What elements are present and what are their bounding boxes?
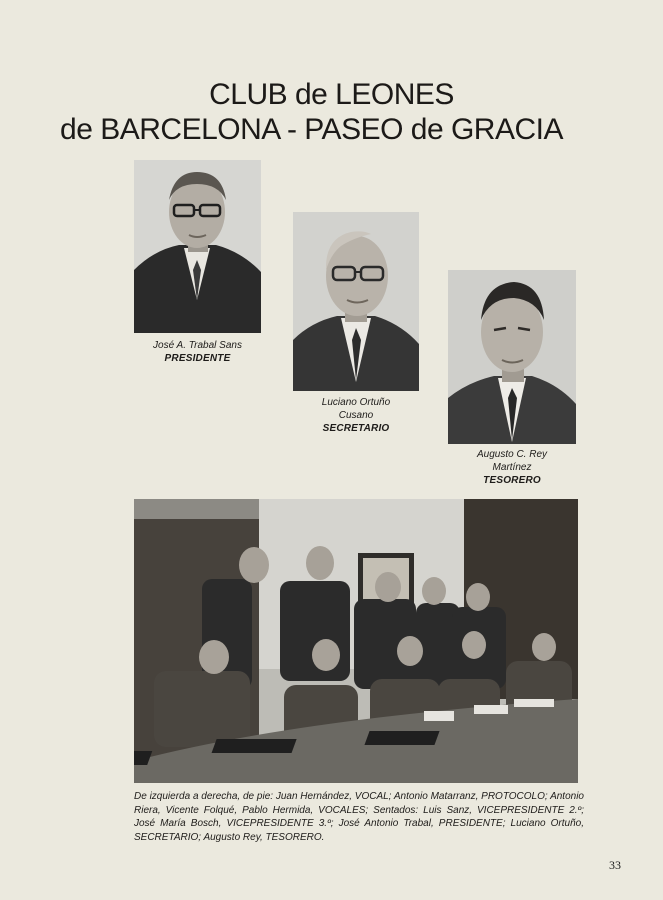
portrait-3-name-line-2: Martínez	[492, 462, 532, 473]
portrait-2-name-line-1: Luciano Ortuño	[321, 397, 391, 408]
portrait-presidente	[134, 160, 261, 333]
portrait-secretario	[293, 212, 419, 391]
portrait-3-name-line-1: Augusto C. Rey	[476, 449, 548, 460]
group-photo	[134, 499, 578, 783]
portrait-1-role: PRESIDENTE	[164, 353, 231, 364]
portrait-3-role: TESORERO	[483, 475, 541, 486]
page-title-line-2: de BARCELONA - PASEO de GRACIA	[60, 113, 563, 146]
portrait-1-name: José A. Trabal Sans	[153, 340, 242, 351]
page-number: 33	[609, 858, 621, 872]
group-photo-caption: De izquierda a derecha, de pie: Juan Hernández, VOCAL; Antonio Matarranz, PROTOCOLO; Antonio Riera, Vicente Folqué, Pablo Hermida, VOCALES; Sentados: Luis Sanz, VICEPRESIDENTE 2.º; José María Bosch, VICEPRESIDENTE 3.º; José Antonio Trabal, PRESIDENTE; Luciano Ortuño, SECRETARIO; Augusto Rey, TESORERO.	[134, 791, 584, 843]
portrait-2-role: SECRETARIO	[322, 423, 390, 434]
page-title-line-1: CLUB de LEONES	[209, 78, 454, 111]
portrait-2-name-line-2: Cusano	[338, 410, 374, 421]
portrait-tesorero	[448, 270, 576, 444]
